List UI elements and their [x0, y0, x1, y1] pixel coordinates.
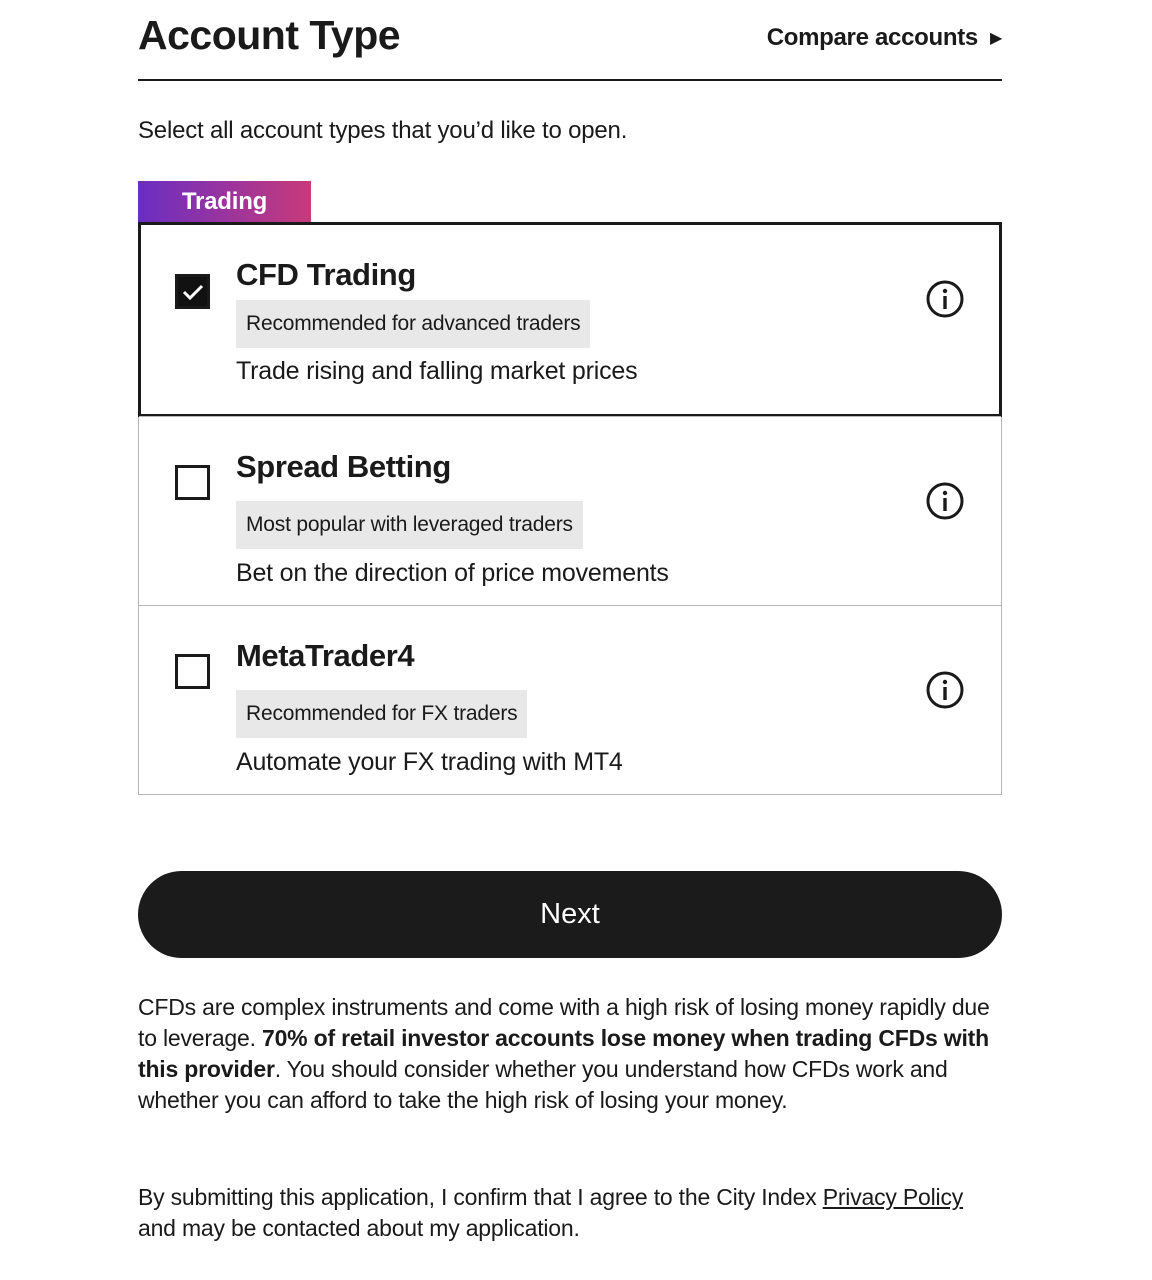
- consent-text: [138, 1182, 1002, 1244]
- intro-text: Select all account types that you’d like to open.: [138, 117, 628, 144]
- info-icon[interactable]: [925, 279, 965, 319]
- info-icon[interactable]: [925, 670, 965, 710]
- page-title: Account Type: [138, 12, 401, 58]
- option-description: Trade rising and falling market prices: [236, 357, 638, 385]
- option-title: CFD Trading: [236, 257, 416, 292]
- play-arrow-icon: ▶: [989, 30, 1002, 47]
- option-spread-betting[interactable]: [139, 416, 1001, 605]
- trading-category-tab: Trading: [138, 181, 311, 222]
- account-type-page: [138, 0, 1002, 1241]
- info-icon[interactable]: [925, 481, 965, 521]
- next-button[interactable]: Next: [138, 871, 1002, 958]
- consent-text-start: By submitting this application, I confirm that I agree to the City Index: [138, 1184, 823, 1210]
- consent-text-end: and may be contacted about my application.: [138, 1215, 580, 1241]
- privacy-policy-link[interactable]: Privacy Policy: [822, 1184, 964, 1210]
- option-badge: Recommended for FX traders: [236, 690, 527, 738]
- compare-accounts-label: Compare accounts: [766, 24, 978, 51]
- disclaimer-text-end: . You should consider whether you understand how CFDs work and whether you can afford to take the high risk of losing your money.: [138, 1056, 948, 1113]
- option-cfd-trading[interactable]: [139, 223, 1001, 416]
- spread-betting-checkbox[interactable]: [175, 465, 210, 500]
- option-description: Bet on the direction of price movements: [236, 559, 669, 587]
- option-badge: Most popular with leveraged traders: [236, 501, 583, 549]
- risk-disclaimer: [138, 992, 1002, 1116]
- metatrader4-checkbox[interactable]: [175, 654, 210, 689]
- option-title: MetaTrader4: [236, 638, 415, 673]
- account-options-list: [138, 222, 1002, 795]
- option-badge: Recommended for advanced traders: [236, 300, 590, 348]
- option-description: Automate your FX trading with MT4: [236, 748, 623, 776]
- disclaimer-text: CFDs are complex instruments and come with a high risk of losing money rapidly due to leverage.: [138, 994, 990, 1051]
- option-title: Spread Betting: [236, 449, 451, 484]
- cfd-trading-checkbox[interactable]: [175, 274, 210, 309]
- compare-accounts-link[interactable]: [767, 24, 1002, 52]
- page-header: [138, 0, 1002, 81]
- option-metatrader4[interactable]: [139, 605, 1001, 794]
- checkmark-icon: [182, 283, 204, 301]
- disclaimer-bold-text: 70% of retail investor accounts lose money when trading CFDs with this provider: [138, 1025, 989, 1082]
